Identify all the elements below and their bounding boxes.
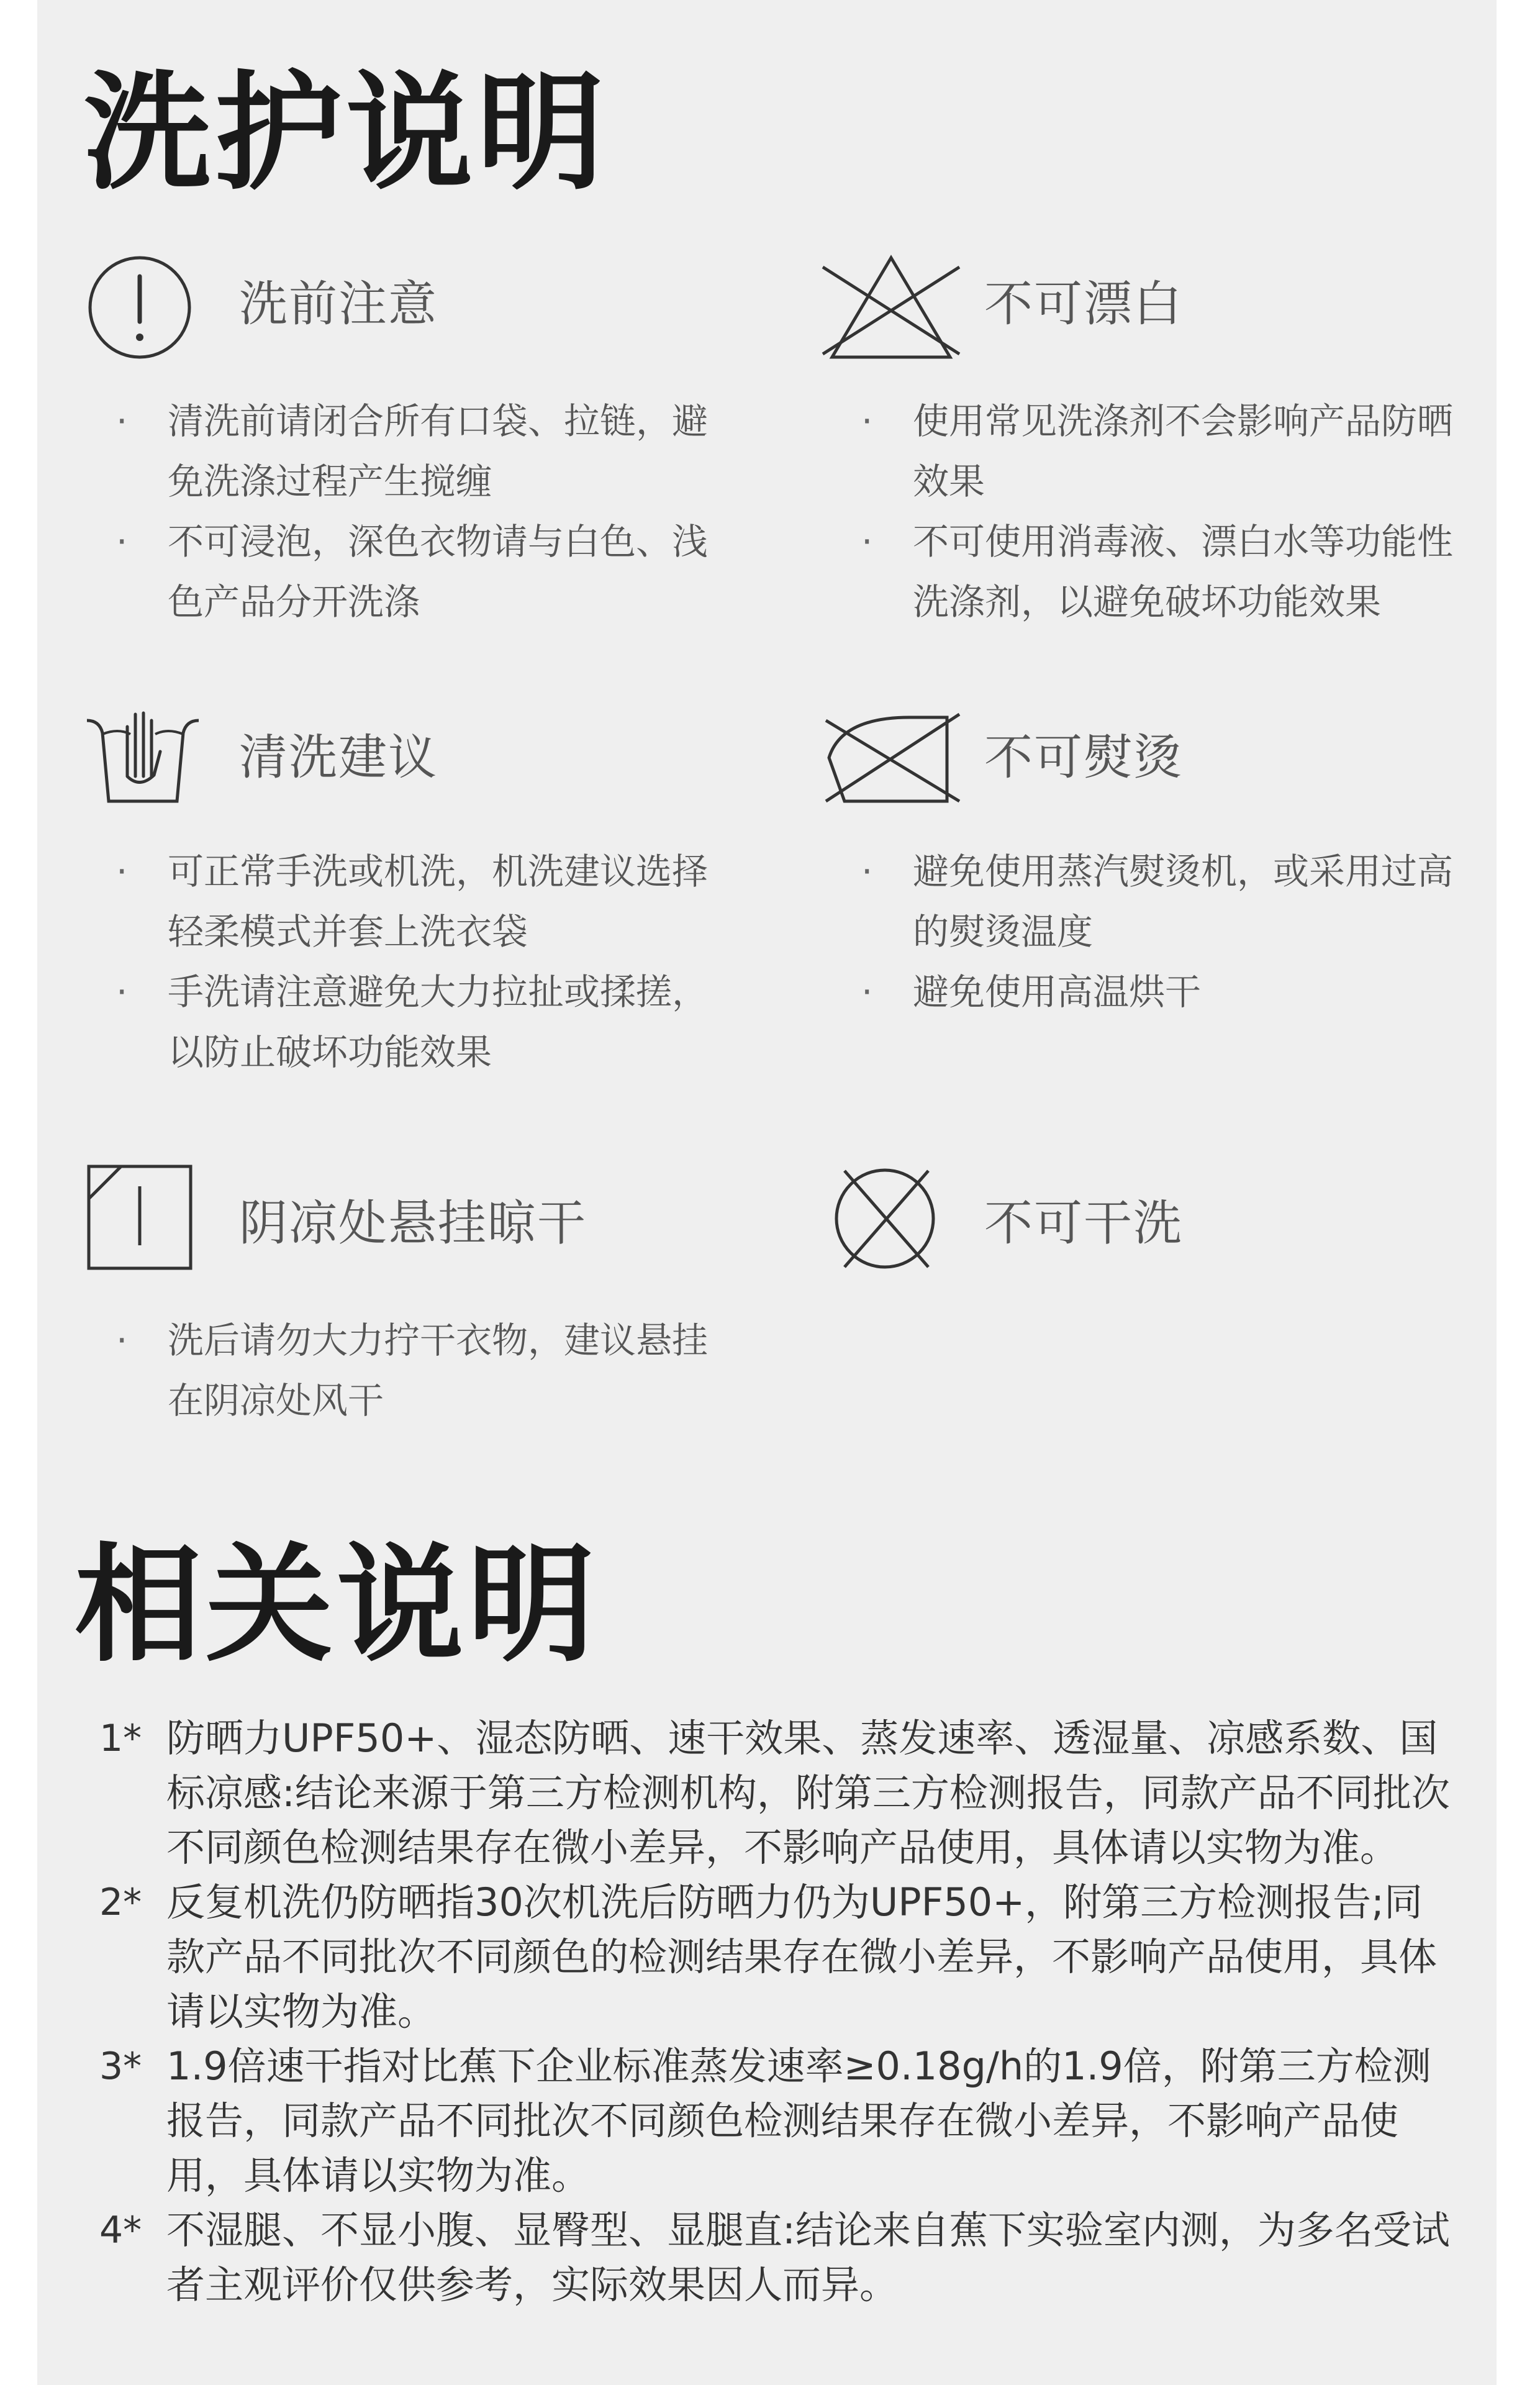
bullet-dot: · xyxy=(861,850,873,893)
note-text: 反复机洗仍防晒指30次机洗后防晒力仍为UPF50+，附第三方检测报告;同款产品不同批次不同颜色的检测结果存在微小差异，不影响产品使用，具体请以实物为准。 xyxy=(166,1879,1438,2034)
note-number: 3* xyxy=(99,2045,142,2088)
care-point: · 避免使用蒸汽熨烫机，或采用过高的熨烫温度 xyxy=(829,842,1475,962)
note-text: 不湿腿、不显小腹、显臀型、显腿直:结论来自蕉下实验室内测，为多名受试者主观评价仅供参考，实际效果因人而异。 xyxy=(166,2207,1450,2307)
bullet-dot: · xyxy=(116,520,128,563)
bullet-dot: · xyxy=(861,971,873,1013)
bullet-dot: · xyxy=(116,1319,128,1361)
note-item xyxy=(99,1875,1459,2039)
bullet-dot: · xyxy=(116,850,128,893)
note-number: 2* xyxy=(99,1881,142,1924)
notes-section-title: 相关说明 xyxy=(75,1532,599,1679)
care-item-title: 阴凉处悬挂晾干 xyxy=(239,1196,587,1252)
care-point: · 不可使用消毒液、漂白水等功能性洗涤剂，以避免破坏功能效果 xyxy=(829,512,1475,632)
notes-list xyxy=(99,1711,1459,2312)
care-point: · 洗后请勿大力拧干衣物，建议悬挂在阴凉处风干 xyxy=(84,1311,730,1431)
care-point: · 使用常见洗涤剂不会影响产品防晒效果 xyxy=(829,391,1475,512)
care-item-points xyxy=(84,842,730,1083)
no-bleach-icon xyxy=(817,248,966,360)
care-item-title: 清洗建议 xyxy=(239,730,438,786)
note-number: 4* xyxy=(99,2209,142,2252)
care-point: · 避免使用高温烘干 xyxy=(829,962,1475,1022)
care-point: · 手洗请注意避免大力拉扯或揉搓，以防止破坏功能效果 xyxy=(84,962,730,1083)
content-panel xyxy=(37,0,1497,2385)
note-text: 1.9倍速干指对比蕉下企业标准蒸发速率≥0.18g/h的1.9倍，附第三方检测报告，同款产品不同批次不同颜色检测结果存在微小差异，不影响产品使用，具体请以实物为准。 xyxy=(166,2043,1431,2198)
care-item-points xyxy=(829,842,1475,1022)
care-item-title: 不可熨烫 xyxy=(984,730,1184,786)
note-item xyxy=(99,2039,1459,2203)
care-item-points xyxy=(84,391,730,632)
note-item xyxy=(99,2203,1459,2312)
care-item-title: 不可干洗 xyxy=(984,1196,1184,1252)
care-point: · 不可浸泡，深色衣物请与白色、浅色产品分开洗涤 xyxy=(84,512,730,632)
drip-dry-shade-icon xyxy=(84,1161,196,1273)
bullet-dot: · xyxy=(116,971,128,1013)
note-number: 1* xyxy=(99,1717,142,1760)
hand-wash-icon xyxy=(81,696,205,807)
bullet-dot: · xyxy=(116,400,128,442)
note-item xyxy=(99,1711,1459,1875)
care-point: · 清洗前请闭合所有口袋、拉链，避免洗涤过程产生搅缠 xyxy=(84,391,730,512)
bullet-dot: · xyxy=(861,400,873,442)
care-item-title: 不可漂白 xyxy=(984,276,1184,332)
care-section-title: 洗护说明 xyxy=(84,60,608,207)
care-item-title: 洗前注意 xyxy=(239,276,438,332)
note-text: 防晒力UPF50+、湿态防晒、速干效果、蒸发速率、透湿量、凉感系数、国标凉感:结论来源于第三方检测机构，附第三方检测报告，同款产品不同批次不同颜色检测结果存在微小差异，不影响产品使用，具体请以实物为准。 xyxy=(166,1715,1450,1870)
no-iron-icon xyxy=(817,696,966,807)
exclamation-circle-icon xyxy=(84,248,196,360)
care-point: · 可正常手洗或机洗，机洗建议选择轻柔模式并套上洗衣袋 xyxy=(84,842,730,962)
no-dry-clean-icon xyxy=(829,1161,941,1273)
care-item-points xyxy=(84,1311,730,1431)
bullet-dot: · xyxy=(861,520,873,563)
care-item-points xyxy=(829,391,1475,632)
